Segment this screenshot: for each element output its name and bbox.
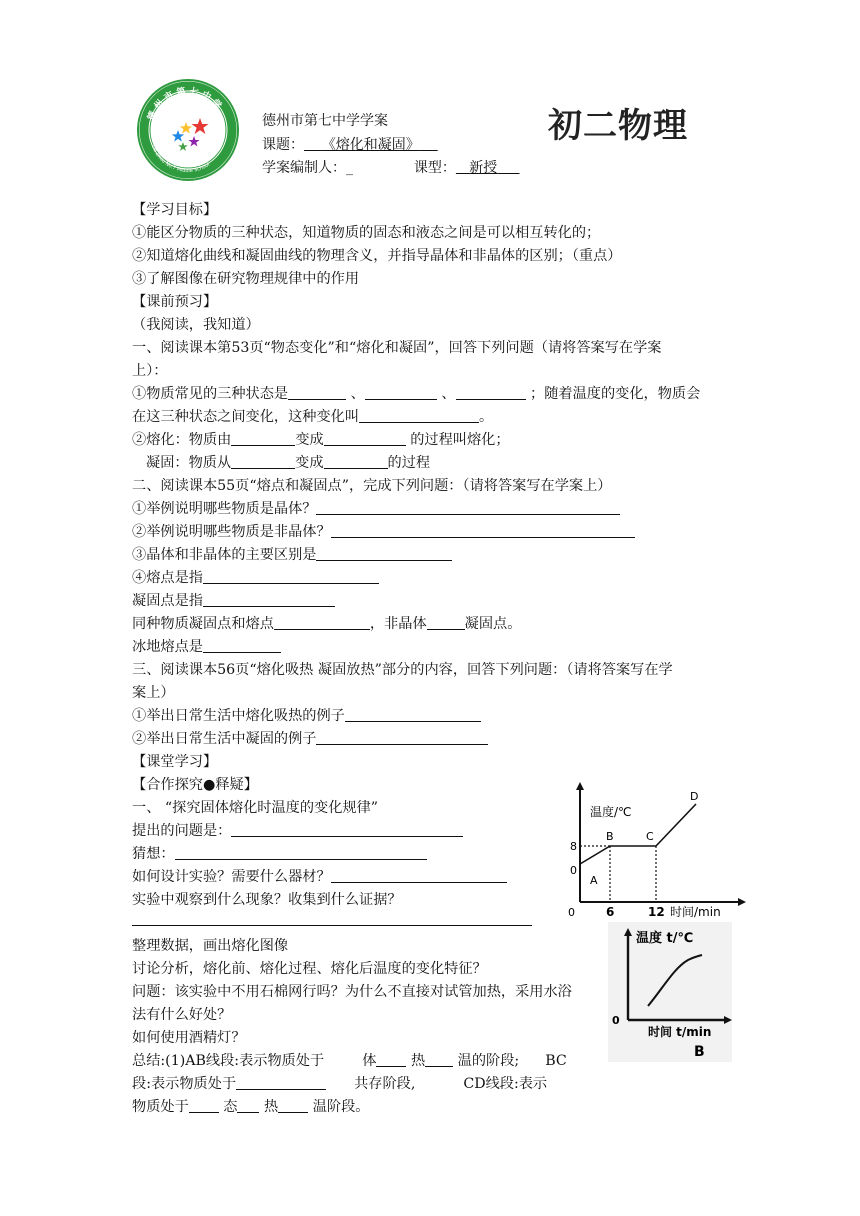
q-raised-question: 提出的问题是： xyxy=(132,822,463,840)
graph1-xtick-6: 6 xyxy=(606,905,615,919)
q-water-bath: 问题：该实验中不用石棉网行吗？为什么不直接对试管加热，采用水浴 xyxy=(132,984,572,1000)
objective-1: ①能区分物质的三种状态，知道物质的固态和液态之间是可以相互转化的； xyxy=(132,225,601,241)
section-1-intro-cont: 上）： xyxy=(132,363,168,379)
q-solidify-def: 凝固：物质从 变成 的过程 xyxy=(146,455,431,471)
topic-label: 课题： xyxy=(262,137,304,153)
q-hypothesis: 猜想： xyxy=(132,845,427,863)
answer-blank[interactable] xyxy=(203,569,379,584)
q-draw-graph: 整理数据，画出熔化图像 xyxy=(132,938,289,954)
objective-2: ②知道熔化曲线和凝固曲线的物理含义，并指导晶体和非晶体的区别；（重点） xyxy=(132,248,622,264)
q-same-substance: 同种物质凝固点和熔点 ，非晶体 凝固点。 xyxy=(132,616,522,632)
graph2-origin: 0 xyxy=(612,1014,620,1027)
answer-blank[interactable] xyxy=(345,707,481,722)
topic-value: 《熔化和凝固》 xyxy=(321,137,420,153)
type-value: 新授 xyxy=(469,160,498,176)
graph1-xlabel: 时间/min xyxy=(670,905,721,919)
answer-blank[interactable] xyxy=(316,546,452,561)
answer-blank[interactable] xyxy=(427,615,465,630)
x-axis-arrow-icon xyxy=(738,898,746,906)
graph1-xtick-12: 12 xyxy=(648,905,665,919)
graph1-ylabel: 温度/℃ xyxy=(590,805,632,819)
answer-blank[interactable] xyxy=(175,845,427,860)
y-axis-arrow-icon xyxy=(576,782,584,790)
q-observation: 实验中观察到什么现象？收集到什么证据？ xyxy=(132,892,402,908)
answer-blank[interactable] xyxy=(365,385,437,400)
q-three-states: ①物质常见的三种状态是 、 、 ；随着温度的变化，物质会 xyxy=(132,386,701,402)
q-water-bath-cont: 法有什么好处？ xyxy=(132,1007,232,1023)
section-1-intro: 一、阅读课本第53页“物态变化”和“熔化和凝固”，回答下列问题（请将答案写在学案 xyxy=(132,340,662,356)
objective-3: ③了解图像在研究物理规律中的作用 xyxy=(132,271,360,287)
subject-title: 初二物理 xyxy=(548,106,688,146)
school-name: 德州市第七中学学案 xyxy=(262,113,388,129)
answer-blank[interactable] xyxy=(324,431,406,446)
answer-blank[interactable] xyxy=(316,730,488,745)
q-solidify-example: ②举出日常生活中凝固的例子 xyxy=(132,730,488,748)
q-discussion: 讨论分析，熔化前、熔化过程、熔化后温度的变化特征？ xyxy=(132,961,487,977)
section-2-intro: 二、阅读课本55页“熔点和凝固点”，完成下列问题：（请将答案写在学案上） xyxy=(132,478,612,494)
point-b-label: B xyxy=(606,830,614,843)
q-alcohol-lamp: 如何使用酒精灯？ xyxy=(132,1030,246,1046)
answer-blank[interactable] xyxy=(189,1098,219,1113)
q-melting-absorb: ①举出日常生活中熔化吸热的例子 xyxy=(132,707,481,725)
section-3-intro-cont: 案上） xyxy=(132,685,175,701)
answer-blank[interactable] xyxy=(331,868,507,883)
answer-blank[interactable] xyxy=(456,385,526,400)
answer-blank[interactable] xyxy=(376,1052,406,1067)
answer-blank[interactable] xyxy=(331,523,635,538)
answer-blank[interactable] xyxy=(236,1075,326,1090)
graph1-ytick-bottom: 0 xyxy=(570,864,577,877)
answer-blank[interactable] xyxy=(231,454,295,469)
q-design: 如何设计实验？需要什么器材？ xyxy=(132,868,507,886)
objectives-heading: 【学习目标】 xyxy=(132,202,218,218)
answer-blank[interactable] xyxy=(324,454,388,469)
q-freezing-point: 凝固点是指 xyxy=(132,592,335,610)
graph2-tag: B xyxy=(694,1044,705,1060)
logo-en-text: De Zhou No.7 Middle School xyxy=(149,144,211,175)
graph2-ylabel: 温度 t/℃ xyxy=(636,931,694,946)
answer-blank[interactable] xyxy=(288,385,346,400)
q-melting-def: ②熔化：物质由 变成 的过程叫熔化； xyxy=(132,432,510,448)
amorphous-curve-graph xyxy=(608,922,732,1062)
topic-row xyxy=(262,134,438,154)
graph2-xlabel: 时间 t/min xyxy=(648,1025,712,1039)
answer-blank[interactable] xyxy=(274,615,370,630)
q-ice-melting-point: 冰地熔点是 xyxy=(132,638,281,656)
type-label: 课型： xyxy=(413,160,456,176)
answer-blank[interactable] xyxy=(237,1098,259,1113)
answer-blank[interactable] xyxy=(203,592,335,607)
class-study-heading: 【课堂学习】 xyxy=(132,754,218,770)
q-main-difference: ③晶体和非晶体的主要区别是 xyxy=(132,546,452,564)
graph1-origin: 0 xyxy=(568,906,575,919)
school-logo xyxy=(136,78,240,182)
answer-blank[interactable] xyxy=(425,1052,453,1067)
preview-subheading: （我阅读，我知道） xyxy=(132,317,260,333)
summary-line-3: 物质处于 态 热 温阶段。 xyxy=(132,1099,370,1115)
q-change-name: 在这三种状态之间变化，这种变化叫 。 xyxy=(132,409,494,425)
melting-curve-graph xyxy=(566,780,746,920)
observation-answer-line xyxy=(132,911,532,929)
answer-blank[interactable] xyxy=(316,500,620,515)
answer-blank[interactable] xyxy=(231,822,463,837)
summary-line-2: 段:表示物质处于 共存阶段, CD线段:表示 xyxy=(132,1076,548,1092)
cooperation-heading: 【合作探究●释疑】 xyxy=(132,777,258,793)
experiment-title: 一、 “探究固体熔化时温度的变化规律” xyxy=(132,800,379,816)
editor-label: 学案编制人：_ xyxy=(262,160,353,176)
answer-blank[interactable] xyxy=(359,408,479,423)
editor-row xyxy=(262,157,520,177)
answer-blank[interactable] xyxy=(278,1098,308,1113)
point-c-label: C xyxy=(646,830,654,843)
logo-cn-text: 德 州 市 第 七 中 学 xyxy=(146,86,223,123)
section-3-intro: 三、阅读课本56页“熔化吸热 凝固放热”部分的内容，回答下列问题：（请将答案写在学 xyxy=(132,662,673,678)
q-amorphous-examples: ②举例说明哪些物质是非晶体？ xyxy=(132,523,635,541)
preview-heading: 【课前预习】 xyxy=(132,294,218,310)
answer-blank[interactable] xyxy=(203,638,281,653)
q-crystal-examples: ①举例说明哪些物质是晶体？ xyxy=(132,500,620,518)
answer-blank[interactable] xyxy=(231,431,295,446)
answer-blank[interactable] xyxy=(132,911,532,926)
summary-line-1: 总结:(1)AB线段:表示物质处于 体 热 温的阶段; BC xyxy=(132,1053,567,1069)
q-melting-point: ④熔点是指 xyxy=(132,569,379,587)
point-d-label: D xyxy=(690,790,699,803)
graph1-ytick-top: 8 xyxy=(570,840,577,853)
point-a-label: A xyxy=(590,874,598,887)
